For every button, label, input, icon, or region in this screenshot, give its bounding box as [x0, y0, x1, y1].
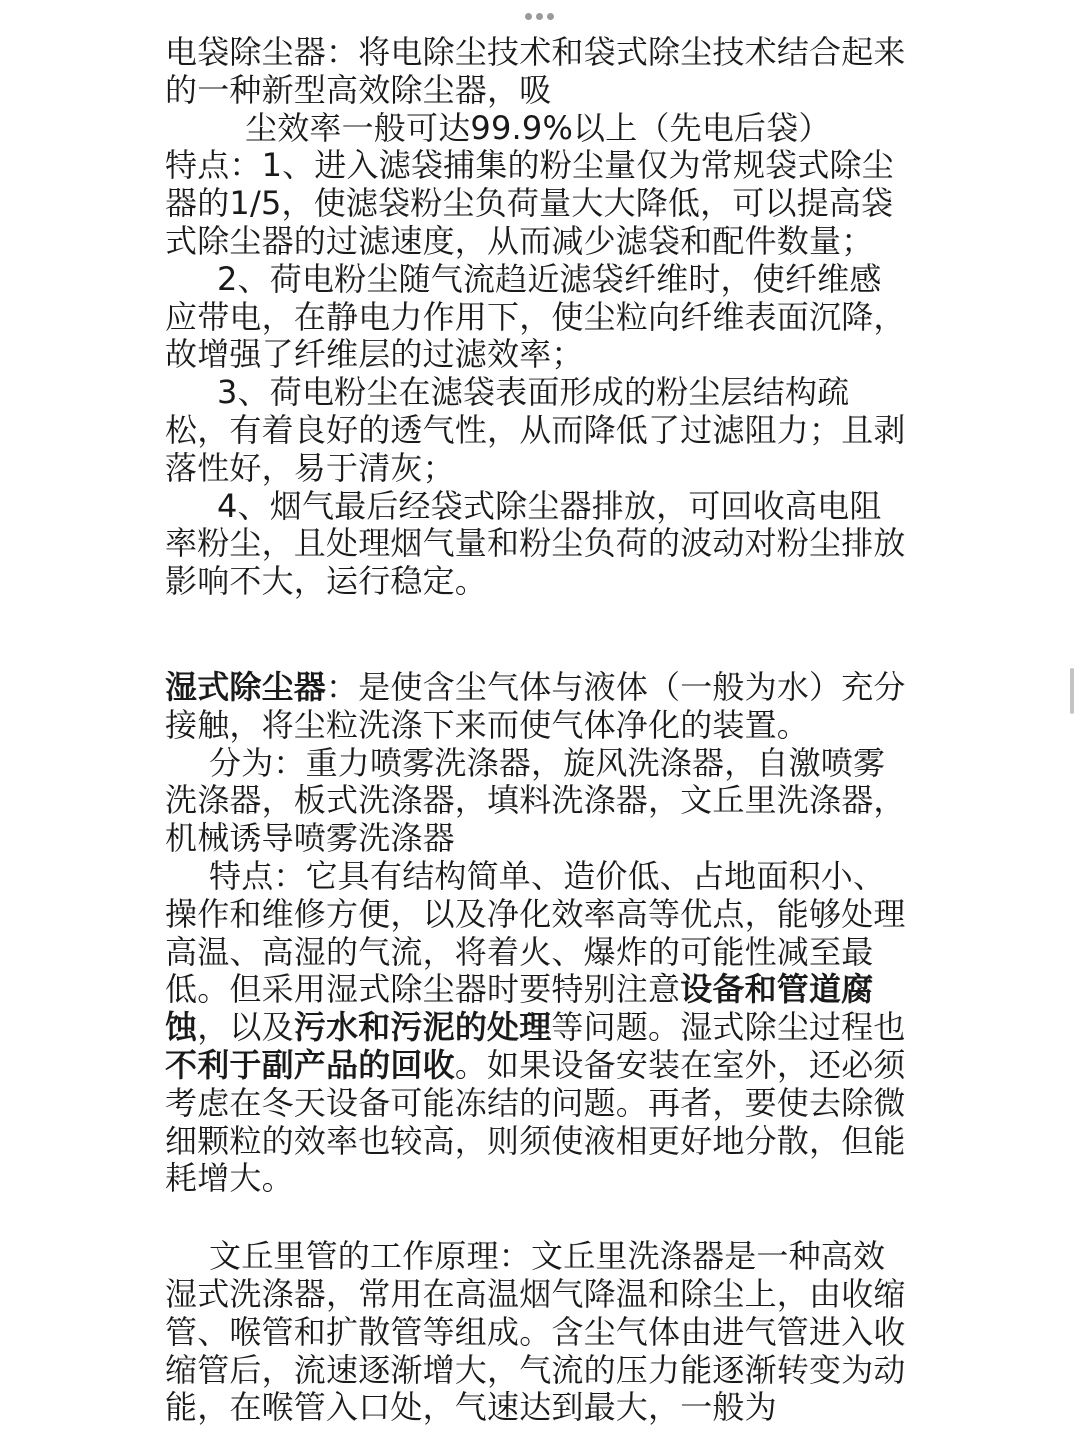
text-span: ：将电除尘技术和袋式除尘技术结合起来 [326, 33, 906, 71]
bold-text: 设备和管道腐 [680, 970, 874, 1009]
text-line: 湿式洗涤器，常用在高温烟气降温和除尘上，由收缩 [165, 1274, 906, 1313]
text-span: 低。但采用湿式除尘器时要特别注意 [165, 970, 681, 1009]
more-dots-icon[interactable] [525, 11, 557, 21]
text-line: 故增强了纤维层的过滤效率； [165, 335, 584, 374]
text-line [165, 669, 925, 707]
text-line [165, 1047, 925, 1085]
text-line: 率粉尘，且处理烟气量和粉尘负荷的波动对粉尘排放 [165, 524, 906, 563]
section-title-wet: 湿式除尘器 [165, 667, 327, 706]
scrollbar[interactable] [1070, 668, 1074, 714]
text-line: 细颗粒的效率也较高，则须使液相更好地分散，但能 [165, 1121, 906, 1160]
text-line: 分为：重力喷雾洗涤器，旋风洗涤器，自激喷雾 [209, 743, 886, 782]
bold-text: 蚀 [165, 1008, 198, 1047]
dot [536, 13, 543, 20]
text-line: 特点：它具有结构简单、造价低、占地面积小、 [209, 856, 886, 895]
text-line: 的一种新型高效除尘器，吸 [165, 70, 552, 109]
text-line: 3、荷电粉尘在滤袋表面形成的粉尘层结构疏 [217, 373, 850, 412]
text-line [165, 34, 925, 72]
bold-text: 不利于副产品的回收 [165, 1045, 455, 1084]
text-line: 器的1/5，使滤袋粉尘负荷量大大降低，可以提高袋 [165, 184, 894, 223]
text-span: 等问题。湿式除尘过程也 [551, 1008, 906, 1047]
text-line: 洗涤器，板式洗涤器，填料洗涤器，文丘里洗涤器， [165, 781, 906, 820]
top-bar [0, 0, 1080, 34]
spacer [165, 1198, 925, 1238]
dot [525, 13, 532, 20]
text-line: 4、烟气最后经袋式除尘器排放，可回收高电阻 [217, 486, 882, 525]
text-line: 高温、高湿的气流，将着火、爆炸的可能性减至最 [165, 932, 874, 971]
text-line: 考虑在冬天设备可能冻结的问题。再者，要使去除微 [165, 1083, 906, 1122]
note-content [165, 34, 925, 1427]
section-title-electric-bag: 电袋除尘器 [165, 33, 327, 71]
text-line: 能，在喉管入口处，气速达到最大，一般为 [165, 1388, 777, 1427]
text-line: 文丘里管的工作原理：文丘里洗涤器是一种高效 [209, 1237, 886, 1276]
text-line: 应带电，在静电力作用下，使尘粒向纤维表面沉降， [165, 297, 906, 336]
text-line: 2、荷电粉尘随气流趋近滤袋纤维时，使纤维感 [217, 259, 882, 298]
text-line: 耗增大。 [165, 1159, 294, 1198]
bold-text: 污水和污泥的处理 [293, 1008, 552, 1047]
text-line: 管、喉管和扩散管等组成。含尘气体由进气管进入收 [165, 1312, 906, 1351]
text-line [165, 1009, 925, 1047]
spacer [165, 601, 925, 669]
text-line [165, 971, 925, 1009]
text-line: 接触，将尘粒洗涤下来而使气体净化的装置。 [165, 705, 810, 744]
text-line: 落性好，易于清灰； [165, 448, 455, 487]
text-line: 尘效率一般可达99.9%以上（先电后袋） [245, 108, 831, 147]
text-span: 。如果设备安装在室外，还必须 [454, 1045, 906, 1084]
text-line: 操作和维修方便，以及净化效率高等优点，能够处理 [165, 894, 906, 933]
text-line: 特点：1、进入滤袋捕集的粉尘量仅为常规袋式除尘 [165, 146, 894, 185]
text-line: 式除尘器的过滤速度，从而减少滤袋和配件数量； [165, 221, 874, 260]
text-line: 松，有着良好的透气性，从而降低了过滤阻力；且剥 [165, 410, 906, 449]
text-span: ，以及 [197, 1008, 294, 1047]
text-line: 影响不大，运行稳定。 [165, 562, 488, 601]
text-span: ：是使含尘气体与液体（一般为水）充分 [326, 667, 906, 706]
dot [547, 13, 554, 20]
text-line: 机械诱导喷雾洗涤器 [165, 819, 455, 858]
text-line: 缩管后，流速逐渐增大，气流的压力能逐渐转变为动 [165, 1350, 906, 1389]
